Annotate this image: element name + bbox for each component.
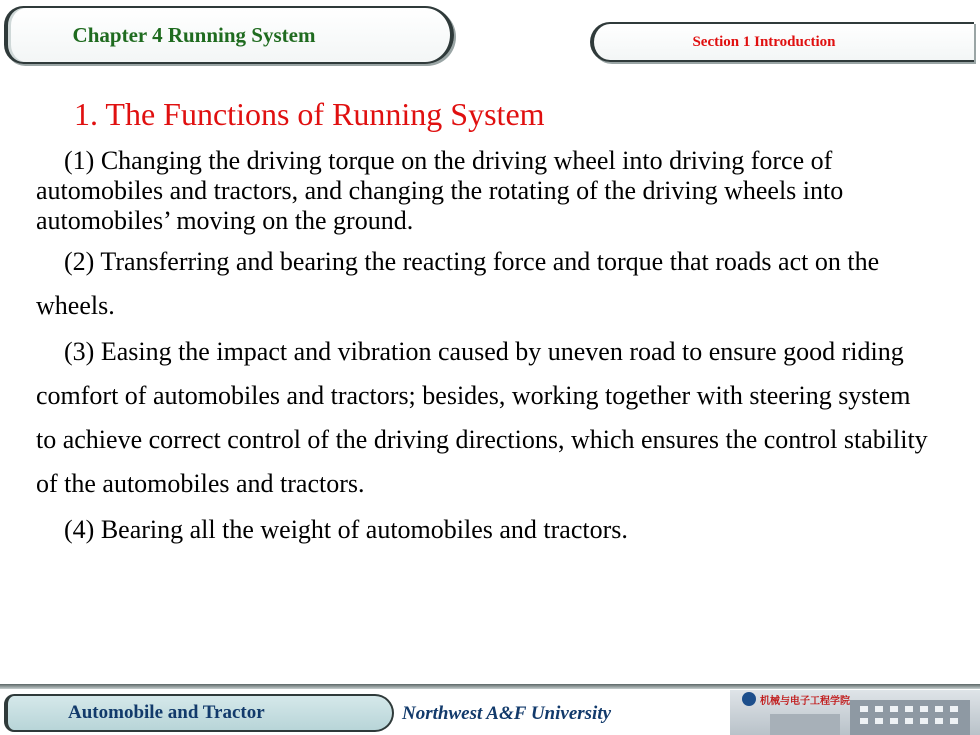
slide-body <box>36 146 936 552</box>
paragraph-4-first-line: (4) Bearing all the weight of automobiles and tractors. <box>64 515 628 544</box>
footer-course-tab <box>4 694 394 732</box>
slide-heading: 1. The Functions of Running System <box>74 96 545 132</box>
paragraph-3 <box>36 330 936 506</box>
building-window <box>890 718 898 724</box>
footer-university: Northwest A&F University <box>402 703 612 724</box>
paragraph-2-first-line: (2) Transferring and bearing the reacting force and torque that <box>64 247 709 276</box>
paragraph-1-rest: force of automobiles and tractors, and changing the rotating of the driving wheels into automobiles’ moving on the ground. <box>36 146 844 235</box>
building-window <box>935 718 943 724</box>
building-window <box>860 718 868 724</box>
section-tab <box>590 22 974 62</box>
building-window <box>950 706 958 712</box>
paragraph-1-first-line: (1) Changing the driving torque on the driving wheel into driving <box>64 146 745 175</box>
college-label: 机械与电子工程学院 <box>760 696 850 707</box>
building-window <box>935 706 943 712</box>
chapter-tab <box>4 6 454 64</box>
section-title: Section 1 Introduction <box>692 33 836 50</box>
footer-divider <box>0 684 980 689</box>
paragraph-1 <box>36 146 936 236</box>
building-shape <box>770 714 840 735</box>
paragraph-3-rest: ensure good riding comfort of automobiles and tractors; besides, working together with steering system to achieve correct control of the driving directions, which ensures the control stability of the automobiles and tractors. <box>36 337 928 498</box>
building-window <box>920 706 928 712</box>
building-window <box>950 718 958 724</box>
college-building-image <box>730 690 980 735</box>
building-window <box>860 706 868 712</box>
building-window <box>875 706 883 712</box>
paragraph-3-first-line: (3) Easing the impact and vibration caused by uneven road to <box>64 337 703 366</box>
paragraph-2 <box>36 240 936 328</box>
building-window <box>920 718 928 724</box>
building-window <box>875 718 883 724</box>
college-emblem-icon <box>742 692 756 706</box>
footer-course: Automobile and Tractor <box>68 702 265 723</box>
chapter-title: Chapter 4 Running System <box>72 22 316 47</box>
building-window <box>890 706 898 712</box>
building-window <box>905 706 913 712</box>
paragraph-2-rest: roads act on the wheels. <box>36 247 880 320</box>
paragraph-4 <box>36 508 936 552</box>
building-window <box>905 718 913 724</box>
